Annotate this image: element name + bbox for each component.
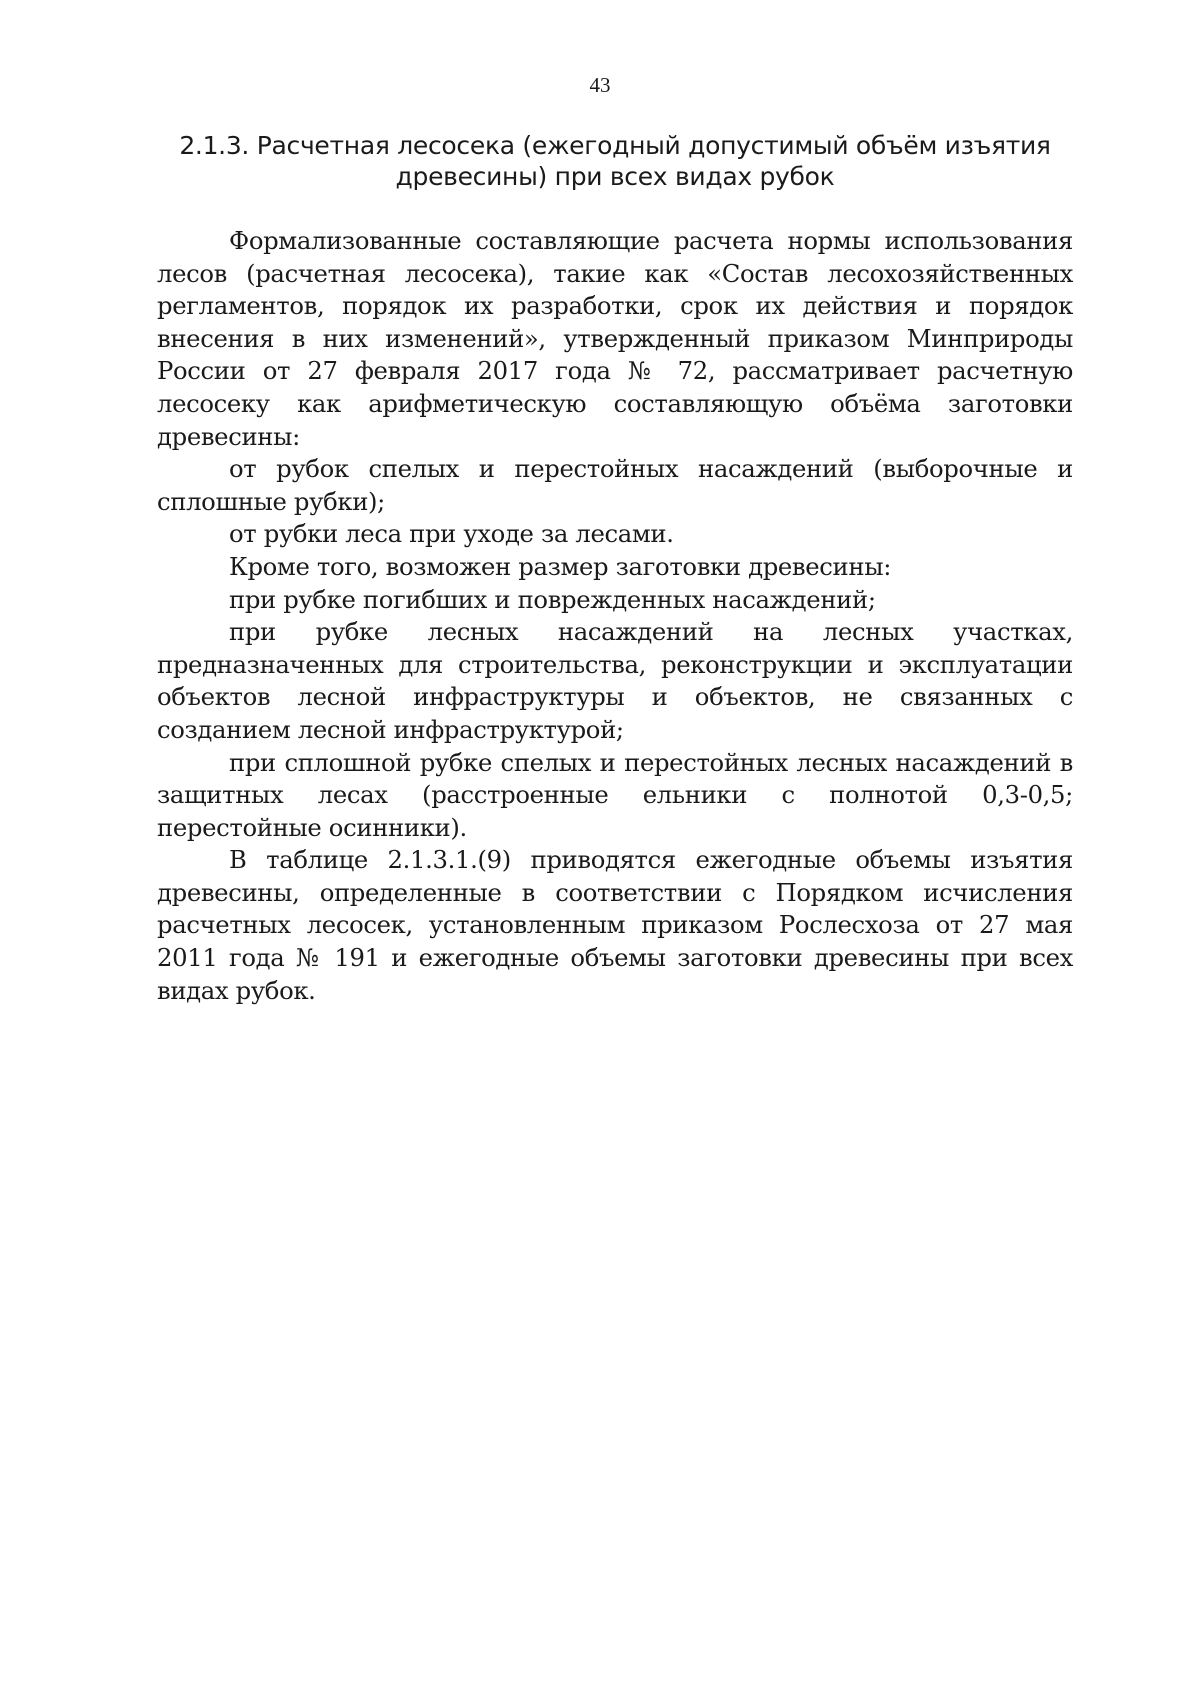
paragraph: Формализованные составляющие расчета нормы использования лесов (расчетная лесосека), такие как «Состав лесохозяйственных регламентов, порядок их разработки, срок их действия и порядок внесения в них изменений», утвержденный приказом Минприроды России от 27 февраля 2017 года № 72, рассматривает расчетную лесосеку как арифметическую составляющую объёма заготовки древесины:	[157, 226, 1073, 451]
paragraph: при рубке погибших и поврежденных насаждений;	[229, 584, 876, 614]
page-number: 43	[589, 73, 611, 97]
paragraph: от рубки леса при уходе за лесами.	[229, 519, 674, 549]
paragraph: при сплошной рубке спелых и перестойных лесных насаждений в защитных лесах (расстроенные ельники с полнотой 0,3-0,5; перестойные осинники).	[157, 747, 1073, 842]
body-text	[157, 225, 1073, 1007]
section-heading-line-2: древесины) при всех видах рубок	[395, 162, 835, 191]
section-heading	[157, 130, 1073, 192]
paragraph: В таблице 2.1.3.1.(9) приводятся ежегодные объемы изъятия древесины, определенные в соответствии с Порядком исчисления расчетных лесосек, установленным приказом Рослесхоза от 27 мая 2011 года № 191 и ежегодные объемы заготовки древесины при всех видах рубок.	[157, 845, 1073, 1005]
paragraph: от рубок спелых и перестойных насаждений (выборочные и сплошные рубки);	[157, 454, 1073, 516]
section-heading-line-1: 2.1.3. Расчетная лесосека (ежегодный допустимый объём изъятия	[179, 131, 1051, 160]
paragraph: при рубке лесных насаждений на лесных участках, предназначенных для строительства, реконструкции и эксплуатации объектов лесной инфраструктуры и объектов, не связанных с созданием лесной инфраструктурой;	[157, 617, 1073, 744]
paragraph: Кроме того, возможен размер заготовки древесины:	[229, 551, 892, 581]
